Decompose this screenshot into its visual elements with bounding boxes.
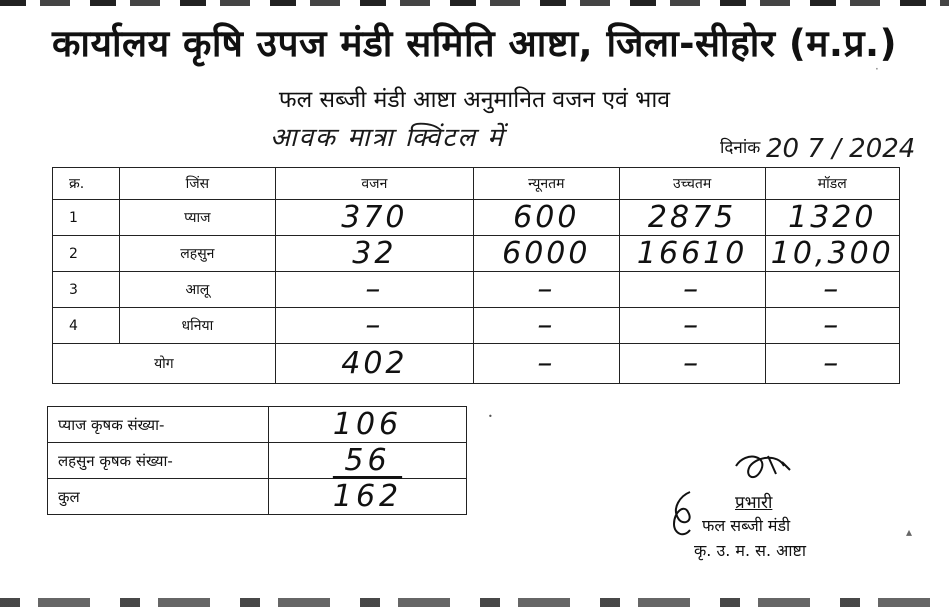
row-min: – xyxy=(473,272,619,308)
scan-speck: ▴ xyxy=(906,525,913,539)
farmer-onion-label: प्याज कृषक संख्या- xyxy=(48,407,269,443)
scan-speck: • xyxy=(488,412,493,421)
row-min: 6000 xyxy=(473,236,619,272)
signatory-title: प्रभारी xyxy=(735,493,773,513)
total-max: – xyxy=(619,344,765,384)
document-subtitle: फल सब्जी मंडी आष्टा अनुमानित वजन एवं भाव xyxy=(278,87,671,113)
row-min: – xyxy=(473,308,619,344)
date-value: 20 7 / 2024 xyxy=(766,134,916,164)
table-header-row xyxy=(53,168,900,200)
table-row xyxy=(48,407,467,443)
signatory-office-line1: फल सब्जी मंडी xyxy=(702,516,791,535)
row-max: 2875 xyxy=(619,200,765,236)
farmer-total-label: कुल xyxy=(48,479,269,515)
row-commodity: प्याज xyxy=(119,200,275,236)
table-row xyxy=(53,272,900,308)
scan-top-edge xyxy=(0,0,949,6)
row-weight: – xyxy=(275,308,473,344)
farmer-count-table xyxy=(47,406,467,515)
col-header-weight: वजन xyxy=(275,168,473,200)
farmer-total-count: 162 xyxy=(269,479,467,515)
row-model: – xyxy=(765,272,899,308)
farmer-garlic-label: लहसुन कृषक संख्या- xyxy=(48,443,269,479)
row-model: – xyxy=(765,308,899,344)
total-model: – xyxy=(765,344,899,384)
table-row xyxy=(53,308,900,344)
row-commodity: लहसुन xyxy=(119,236,275,272)
total-row xyxy=(53,344,900,384)
scan-bottom-edge xyxy=(0,598,949,607)
row-model: 1320 xyxy=(765,200,899,236)
row-sn: 2 xyxy=(53,236,120,272)
row-sn: 4 xyxy=(53,308,120,344)
col-header-min: न्यूनतम xyxy=(473,168,619,200)
farmer-garlic-count: 56 xyxy=(269,443,467,479)
total-min: – xyxy=(473,344,619,384)
col-header-model: मॉडल xyxy=(765,168,899,200)
price-table xyxy=(52,167,900,384)
row-sn: 1 xyxy=(53,200,120,236)
handwritten-unit-note: आवक मात्रा क्विंटल में xyxy=(270,123,505,153)
row-max: – xyxy=(619,272,765,308)
row-sn: 3 xyxy=(53,272,120,308)
row-min: 600 xyxy=(473,200,619,236)
row-commodity: धनिया xyxy=(119,308,275,344)
date-label: दिनांक xyxy=(720,138,761,158)
col-header-max: उच्चतम xyxy=(619,168,765,200)
table-row xyxy=(53,200,900,236)
table-row xyxy=(48,479,467,515)
office-title: कार्यालय कृषि उपज मंडी समिति आष्टा, जिला-सीहोर (म.प्र.) xyxy=(52,22,897,65)
row-max: – xyxy=(619,308,765,344)
row-weight: 32 xyxy=(275,236,473,272)
row-max: 16610 xyxy=(619,236,765,272)
total-label: योग xyxy=(53,344,276,384)
table-row xyxy=(48,443,467,479)
row-commodity: आलू xyxy=(119,272,275,308)
col-header-sn: क्र. xyxy=(53,168,120,200)
signatory-office-line2: कृ. उ. म. स. आष्टा xyxy=(694,541,806,560)
row-weight: – xyxy=(275,272,473,308)
col-header-commodity: जिंस xyxy=(119,168,275,200)
row-weight: 370 xyxy=(275,200,473,236)
farmer-onion-count: 106 xyxy=(269,407,467,443)
table-row xyxy=(53,236,900,272)
scan-speck: · xyxy=(875,62,879,76)
row-model: 10,300 xyxy=(765,236,899,272)
total-weight: 402 xyxy=(275,344,473,384)
